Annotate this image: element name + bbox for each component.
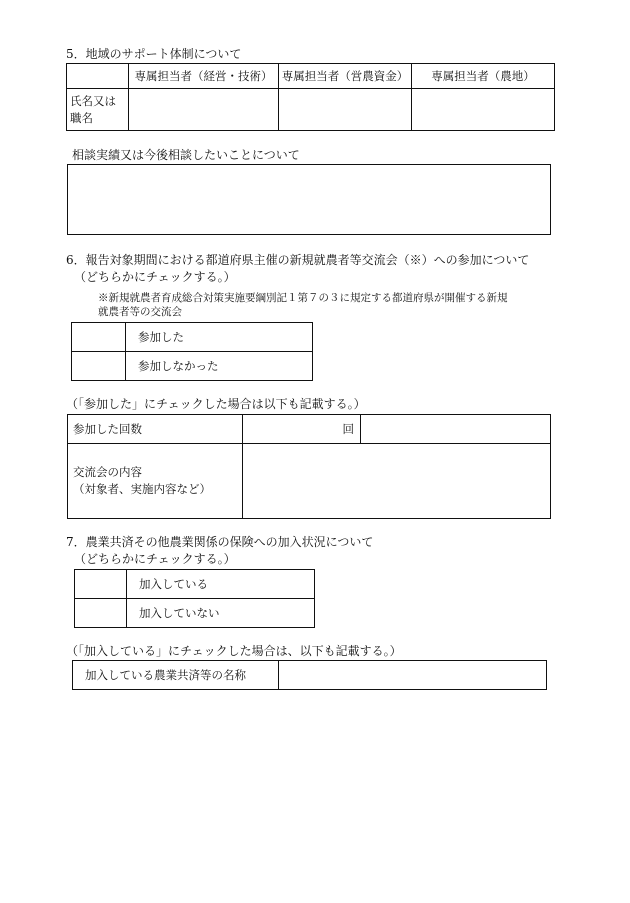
support-table-corner [67,64,129,89]
exchange-meeting-table [67,414,551,519]
exchange-content-label-line1: 交流会の内容 [73,465,142,480]
support-table [66,63,555,131]
participated-checkbox[interactable] [72,323,126,352]
exchange-content-label [68,444,243,519]
participation-options [71,322,313,381]
section6-followup: （「参加した」にチェックした場合は以下も記載する。） [66,397,366,411]
participation-count-label: 参加した回数 [68,415,243,444]
participation-count-input[interactable] [243,415,361,444]
header-management-technology: 専属担当者（経営・技術） [129,64,279,89]
section7-followup: （「加入している」にチェックした場合は、以下も記載する。） [66,644,402,658]
insurance-name-label: 加入している農業共済等の名称 [73,661,279,690]
section6-note-line2: 就農者等の交流会 [98,306,182,318]
section6-heading: 6．報告対象期間における都道府県主催の新規就農者等交流会（※）への参加について [66,253,530,267]
participated-label: 参加した [126,323,313,352]
insurance-name-input[interactable] [279,661,547,690]
farmland-name-cell[interactable] [412,89,555,131]
consult-textbox[interactable] [67,164,551,235]
name-or-title-label-line2: 職名 [70,110,93,125]
management-technology-name-cell[interactable] [129,89,279,131]
insurance-name-table [72,660,547,690]
exchange-content-input[interactable] [243,444,551,519]
enrolled-label: 加入している [127,570,315,599]
name-or-title-label-line1: 氏名又は [70,93,116,108]
section6-instruction: （どちらかにチェックする。） [74,270,236,284]
exchange-content-label-line2: （対象者、実施内容など） [73,482,211,496]
header-farm-funding: 専属担当者（営農資金） [279,64,412,89]
participation-count-extra[interactable] [361,415,551,444]
participation-count-unit: 回 [342,422,354,436]
not-participated-checkbox[interactable] [72,352,126,381]
section6-note-line1: ※新規就農者育成総合対策実施要綱別記１第７の３に規定する都道府県が開催する新規 [98,292,508,304]
name-or-title-label [67,89,129,131]
not-enrolled-checkbox[interactable] [75,599,127,628]
farm-funding-name-cell[interactable] [279,89,412,131]
section7-instruction: （どちらかにチェックする。） [74,552,236,566]
not-participated-label: 参加しなかった [126,352,313,381]
header-farmland: 専属担当者（農地） [412,64,555,89]
consult-label: 相談実績又は今後相談したいことについて [72,148,300,162]
not-enrolled-label: 加入していない [127,599,315,628]
enrolled-checkbox[interactable] [75,570,127,599]
section7-heading: 7．農業共済その他農業関係の保険への加入状況について [66,535,374,549]
insurance-options [74,569,315,628]
section5-heading: 5．地域のサポート体制について [66,47,242,61]
